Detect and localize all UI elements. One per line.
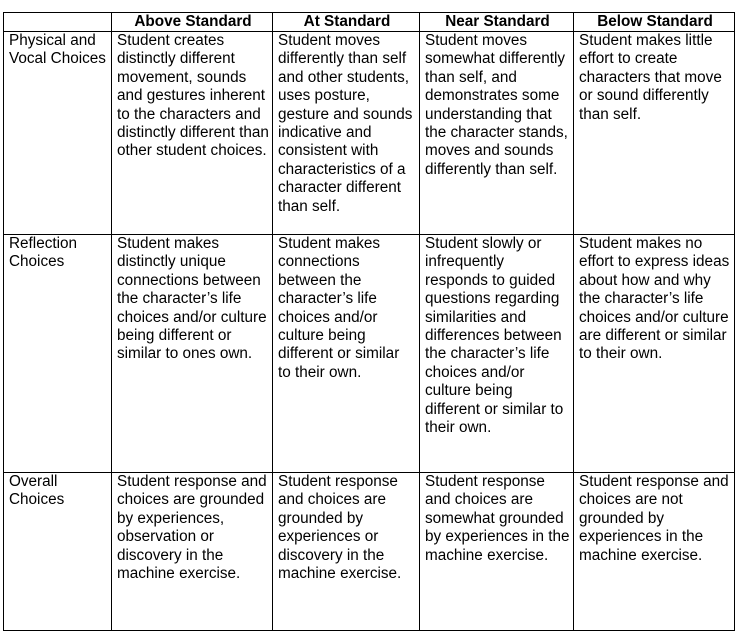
table-cell: Student makes little effort to create characters that move or sound differently than self. <box>574 32 735 235</box>
header-row <box>4 13 735 32</box>
table-cell: Student moves differently than self and other students, uses posture, gesture and sounds indicative and consistent with characteristics of a character different than self. <box>273 32 420 235</box>
table-row <box>4 32 735 235</box>
row-category-label: Overall Choices <box>4 473 112 631</box>
table-cell: Student response and choices are grounded by experiences or discovery in the machine exercise. <box>273 473 420 631</box>
rubric-table <box>3 12 735 631</box>
table-cell: Student makes connections between the character’s life choices and/or culture being different or similar to their own. <box>273 235 420 473</box>
table-cell: Student slowly or infrequently responds to guided questions regarding similarities and differences between the character’s life choices and/or culture being different or similar to their own. <box>420 235 574 473</box>
table-row <box>4 473 735 631</box>
table-cell: Student creates distinctly different movement, sounds and gestures inherent to the characters and distinctly different than other student choices. <box>112 32 273 235</box>
table-cell: Student response and choices are grounded by experiences, observation or discovery in the machine exercise. <box>112 473 273 631</box>
table-cell: Student response and choices are somewhat grounded by experiences in the machine exercise. <box>420 473 574 631</box>
table-cell: Student response and choices are not grounded by experiences in the machine exercise. <box>574 473 735 631</box>
table-cell: Student makes no effort to express ideas about how and why the character’s life choices and/or culture are different or similar to their own. <box>574 235 735 473</box>
table-cell: Student moves somewhat differently than self, and demonstrates some understanding that the character stands, moves and sounds differently than self. <box>420 32 574 235</box>
row-category-label: Reflection Choices <box>4 235 112 473</box>
header-below-standard: Below Standard <box>574 13 735 32</box>
header-corner-cell <box>4 13 112 32</box>
table-row <box>4 235 735 473</box>
header-near-standard: Near Standard <box>420 13 574 32</box>
header-at-standard: At Standard <box>273 13 420 32</box>
header-above-standard: Above Standard <box>112 13 273 32</box>
table-cell: Student makes distinctly unique connections between the character’s life choices and/or culture being different or similar to ones own. <box>112 235 273 473</box>
row-category-label: Physical and Vocal Choices <box>4 32 112 235</box>
